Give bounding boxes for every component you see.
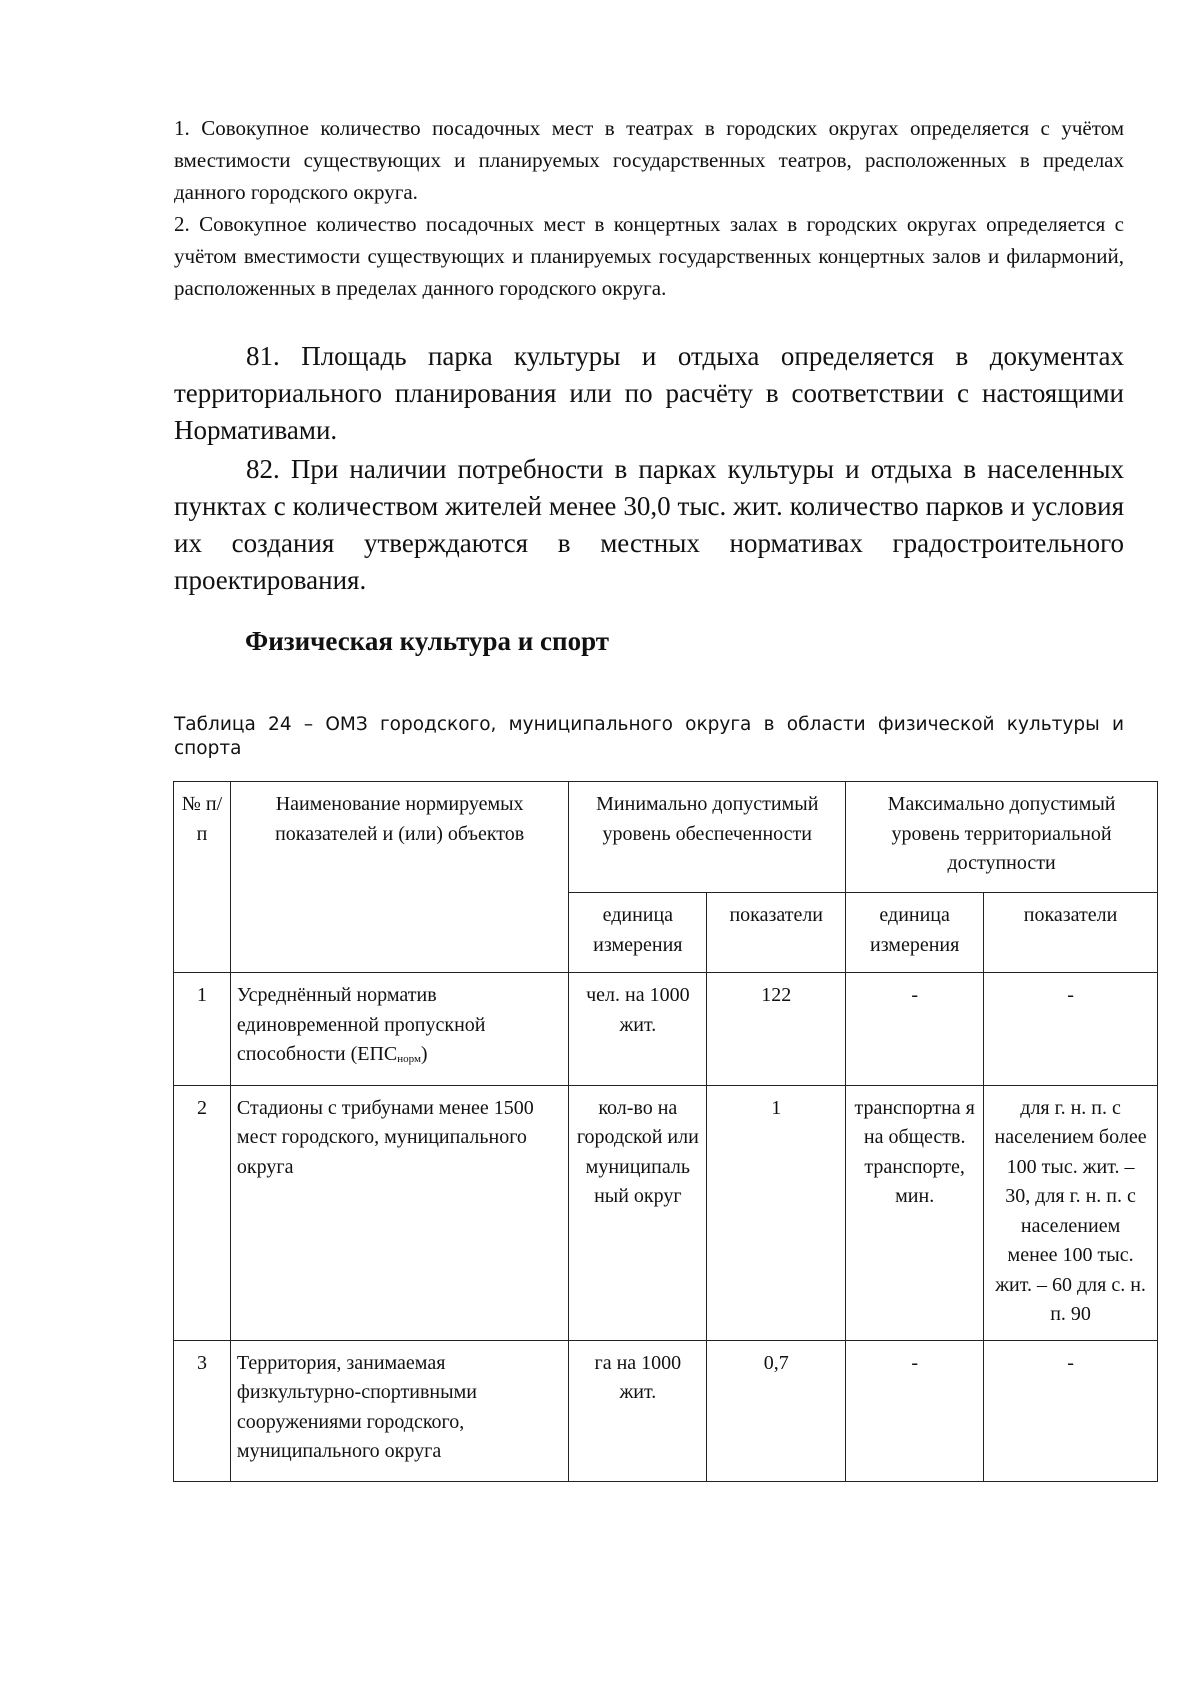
table-row bbox=[174, 973, 1158, 1086]
sports-table bbox=[173, 781, 1158, 1482]
row-unit-2: - bbox=[846, 973, 984, 1086]
paragraph-82: 82. При наличии потребности в парках культуры и отдыха в населенных пунктах с количеством жителей менее 30,0 тыс. жит. количество парков и условия их создания утверждаются в местных нормативах градостроительного проектирования. bbox=[174, 454, 1124, 595]
table-note-1: 1. Совокупное количество посадочных мест в театрах в городских округах определяется с учётом вместимости существующих и планируемых государственных театров, расположенных в пределах данного городского округа. bbox=[174, 116, 1124, 204]
header-max-level: Максимально допустимый уровень территориальной доступности bbox=[846, 782, 1158, 893]
table-caption: Таблица 24 – ОМЗ городского, муниципального округа в области физической культуры и спорта bbox=[174, 714, 1124, 759]
table-row bbox=[174, 1340, 1158, 1481]
row-value-2: - bbox=[984, 973, 1158, 1086]
row-name-text: Усреднённый норматив единовременной пропускной способности (ЕПС bbox=[236, 984, 486, 1065]
row-name bbox=[230, 973, 568, 1086]
header-unit: единица измерения bbox=[569, 893, 707, 973]
row-value: 1 bbox=[707, 1085, 846, 1340]
header-min-level: Минимально допустимый уровень обеспеченности bbox=[569, 782, 846, 893]
row-name-subscript: норм bbox=[397, 1053, 421, 1065]
header-value: показатели bbox=[707, 893, 846, 973]
row-value: 0,7 bbox=[707, 1340, 846, 1481]
table-note-2: 2. Совокупное количество посадочных мест в концертных залах в городских округах определяется с учётом вместимости существующих и планируемых государственных концертных залов и филармоний, расположенных в пределах данного городского округа. bbox=[174, 212, 1124, 300]
paragraph-81: 81. Площадь парка культуры и отдыха определяется в документах территориального планирования или по расчёту в соответствии с настоящими Нормативами. bbox=[174, 341, 1124, 445]
row-value-2: - bbox=[984, 1340, 1158, 1481]
header-name: Наименование нормируемых показателей и (или) объектов bbox=[230, 782, 568, 973]
row-unit: га на 1000 жит. bbox=[569, 1340, 707, 1481]
table-header-row bbox=[174, 782, 1158, 893]
row-unit: чел. на 1000 жит. bbox=[569, 973, 707, 1086]
row-num: 2 bbox=[174, 1085, 231, 1340]
row-name: Территория, занимаемая физкультурно-спортивными сооружениями городского, муниципального округа bbox=[230, 1340, 568, 1481]
table-row bbox=[174, 1085, 1158, 1340]
section-heading: Физическая культура и спорт bbox=[245, 626, 610, 656]
row-num: 1 bbox=[174, 973, 231, 1086]
header-value-2: показатели bbox=[984, 893, 1158, 973]
row-name-tail: ) bbox=[420, 1043, 428, 1065]
header-num: № п/п bbox=[174, 782, 231, 973]
header-unit-2: единица измерения bbox=[846, 893, 984, 973]
row-value-2: для г. н. п. с населением более 100 тыс. жит. – 30, для г. н. п. с населением менее 100 тыс. жит. – 60 для с. н. п. 90 bbox=[984, 1085, 1158, 1340]
row-unit-2: транспортна я на обществ. транспорте, мин. bbox=[846, 1085, 984, 1340]
row-name: Стадионы с трибунами менее 1500 мест городского, муниципального округа bbox=[230, 1085, 568, 1340]
row-num: 3 bbox=[174, 1340, 231, 1481]
row-unit: кол-во на городской или муниципаль ный округ bbox=[569, 1085, 707, 1340]
row-unit-2: - bbox=[846, 1340, 984, 1481]
row-value: 122 bbox=[707, 973, 846, 1086]
